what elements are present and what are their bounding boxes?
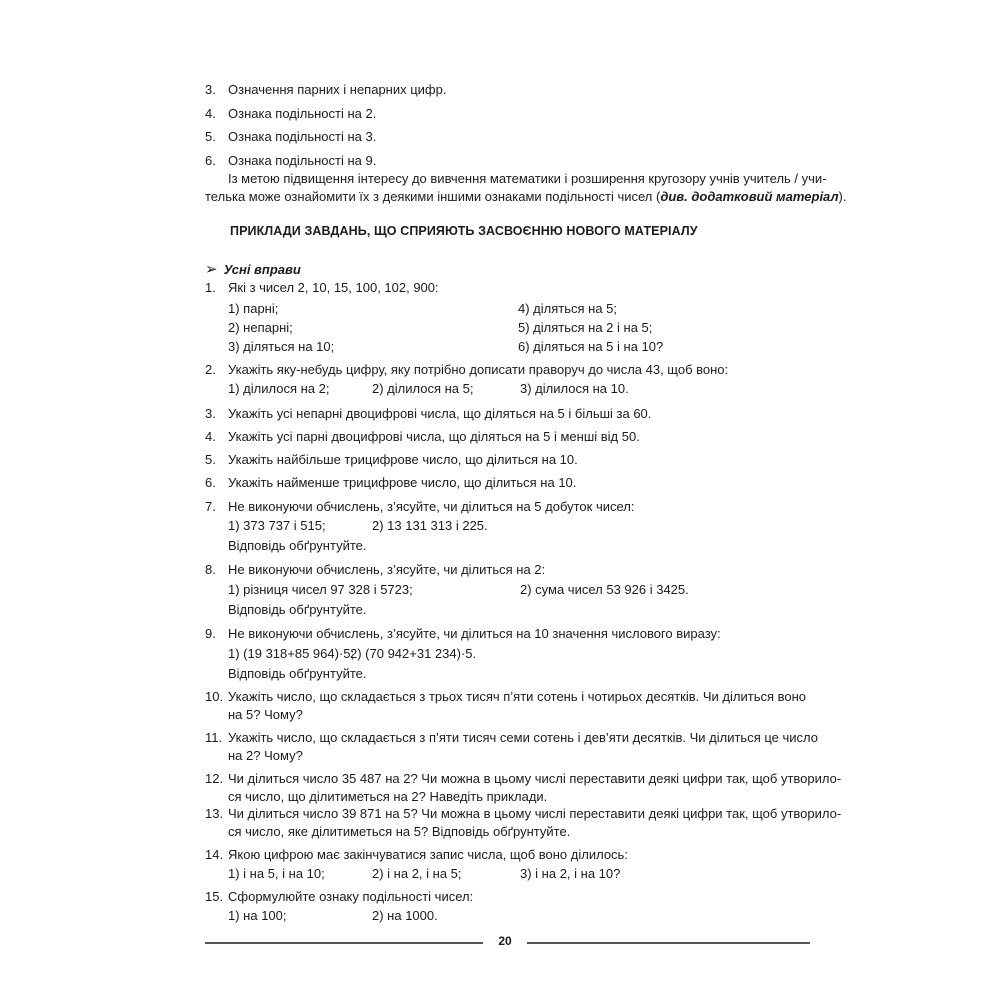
task-option: 6) діляться на 5 і на 10? [518,339,664,354]
task-question: Укажіть усі парні двоцифрові числа, що діляться на 5 і менші від 50. [228,429,640,444]
task-option: 2) 13 131 313 і 225. [372,518,488,533]
item-text: Означення парних і непарних цифр. [228,82,447,97]
task-question: Чи ділиться число 39 871 на 5? Чи можна в цьому числі переставити деякі цифри так, щоб утворило- [228,806,842,821]
item-number: 5. [205,129,216,144]
item-text: Ознака подільності на 3. [228,129,377,144]
task-question: Сформулюйте ознаку подільності чисел: [228,889,474,904]
answer-note: Відповідь обґрунтуйте. [228,602,367,617]
task-question: Які з чисел 2, 10, 15, 100, 102, 900: [228,280,439,295]
task-option: 2) на 1000. [372,908,438,923]
task-question-cont: ся число, яке ділитиметься на 5? Відповідь обґрунтуйте. [228,824,571,839]
task-number: 13. [205,806,224,821]
intro-paragraph [205,170,847,206]
task-question: Якою цифрою має закінчуватися запис числа, щоб воно ділилось: [228,847,628,862]
task-option: 1) різниця чисел 97 328 і 5723; [228,582,413,597]
task-option: 5) діляться на 2 і на 5; [518,320,653,335]
task-number: 8. [205,562,216,577]
item-text: Ознака подільності на 2. [228,106,377,121]
cross-reference: див. додатковий матеріал [660,189,839,204]
item-text: Ознака подільності на 9. [228,153,377,168]
task-option: 1) і на 5, і на 10; [228,866,325,881]
task-question: Чи ділиться число 35 487 на 2? Чи можна в цьому числі переставити деякі цифри так, щоб утворило- [228,771,842,786]
task-option: 1) ділилося на 2; [228,381,330,396]
task-number: 7. [205,499,216,514]
task-number: 4. [205,429,216,444]
footer-rule-right [527,942,810,944]
task-number: 9. [205,626,216,641]
task-number: 12. [205,771,224,786]
task-option: 2) сума чисел 53 926 і 3425. [520,582,689,597]
task-question: Не виконуючи обчислень, з’ясуйте, чи ділиться на 10 значення числового виразу: [228,626,721,641]
task-option: 3) і на 2, і на 10? [520,866,621,881]
paragraph-line: Із метою підвищення інтересу до вивчення математики і розширення кругозору учнів учитель / учи- [228,171,827,186]
task-number: 14. [205,847,224,862]
task-number: 15. [205,889,224,904]
section-heading: ПРИКЛАДИ ЗАВДАНЬ, ЩО СПРИЯЮТЬ ЗАСВОЄННЮ НОВОГО МАТЕРІАЛУ [230,224,698,238]
task-number: 3. [205,406,216,421]
task-question: Укажіть усі непарні двоцифрові числа, що діляться на 5 і більші за 60. [228,406,652,421]
task-number: 6. [205,475,216,490]
answer-note: Відповідь обґрунтуйте. [228,666,367,681]
subsection-label: Усні вправи [223,262,301,277]
task-option: 3) ділилося на 10. [520,381,629,396]
task-number: 5. [205,452,216,467]
task-question: Укажіть найменше трицифрове число, що ділиться на 10. [228,475,577,490]
task-number: 10. [205,689,224,704]
answer-note: Відповідь обґрунтуйте. [228,538,367,553]
subsection-title [205,260,301,278]
item-number: 6. [205,153,216,168]
item-number: 4. [205,106,216,121]
task-option: 1) на 100; [228,908,287,923]
item-number: 3. [205,82,216,97]
task-number: 1. [205,280,216,295]
task-question-cont: на 5? Чому? [228,707,303,722]
task-number: 11. [205,730,223,745]
task-option: 4) діляться на 5; [518,301,618,316]
task-number: 2. [205,362,216,377]
paragraph-punct: ). [838,189,847,204]
arrow-bullet-icon: ➢ [205,261,218,278]
task-option: 2) і на 2, і на 5; [372,866,462,881]
paragraph-line: телька може ознайомити їх з деякими іншими ознаками подільності чисел ( [205,189,661,204]
task-option: 3) діляться на 10; [228,339,335,354]
footer-rule-left [205,942,483,944]
task-question: Укажіть яку-небудь цифру, яку потрібно дописати праворуч до числа 43, щоб воно: [228,362,729,377]
task-question-cont: ся число, що ділитиметься на 2? Наведіть приклади. [228,789,548,804]
page-number: 20 [498,934,512,948]
task-question-cont: на 2? Чому? [228,748,303,763]
task-question: Не виконуючи обчислень, з’ясуйте, чи ділиться на 2: [228,562,546,577]
task-option: 1) парні; [228,301,279,316]
task-question: Укажіть число, що складається з трьох тисяч п’яти сотень і чотирьох десятків. Чи ділиться воно [228,689,807,704]
task-question: Укажіть найбільше трицифрове число, що ділиться на 10. [228,452,578,467]
task-option: 2) ділилося на 5; [372,381,474,396]
task-question: Укажіть число, що складається з п’яти тисяч семи сотень і дев’яти десятків. Чи ділиться це число [228,730,818,745]
task-option: 2) (70 942+31 234)·5. [350,646,477,661]
task-option: 1) (19 318+85 964)·5; [228,646,355,661]
task-question: Не виконуючи обчислень, з’ясуйте, чи ділиться на 5 добуток чисел: [228,499,635,514]
task-option: 1) 373 737 і 515; [228,518,326,533]
task-option: 2) непарні; [228,320,293,335]
